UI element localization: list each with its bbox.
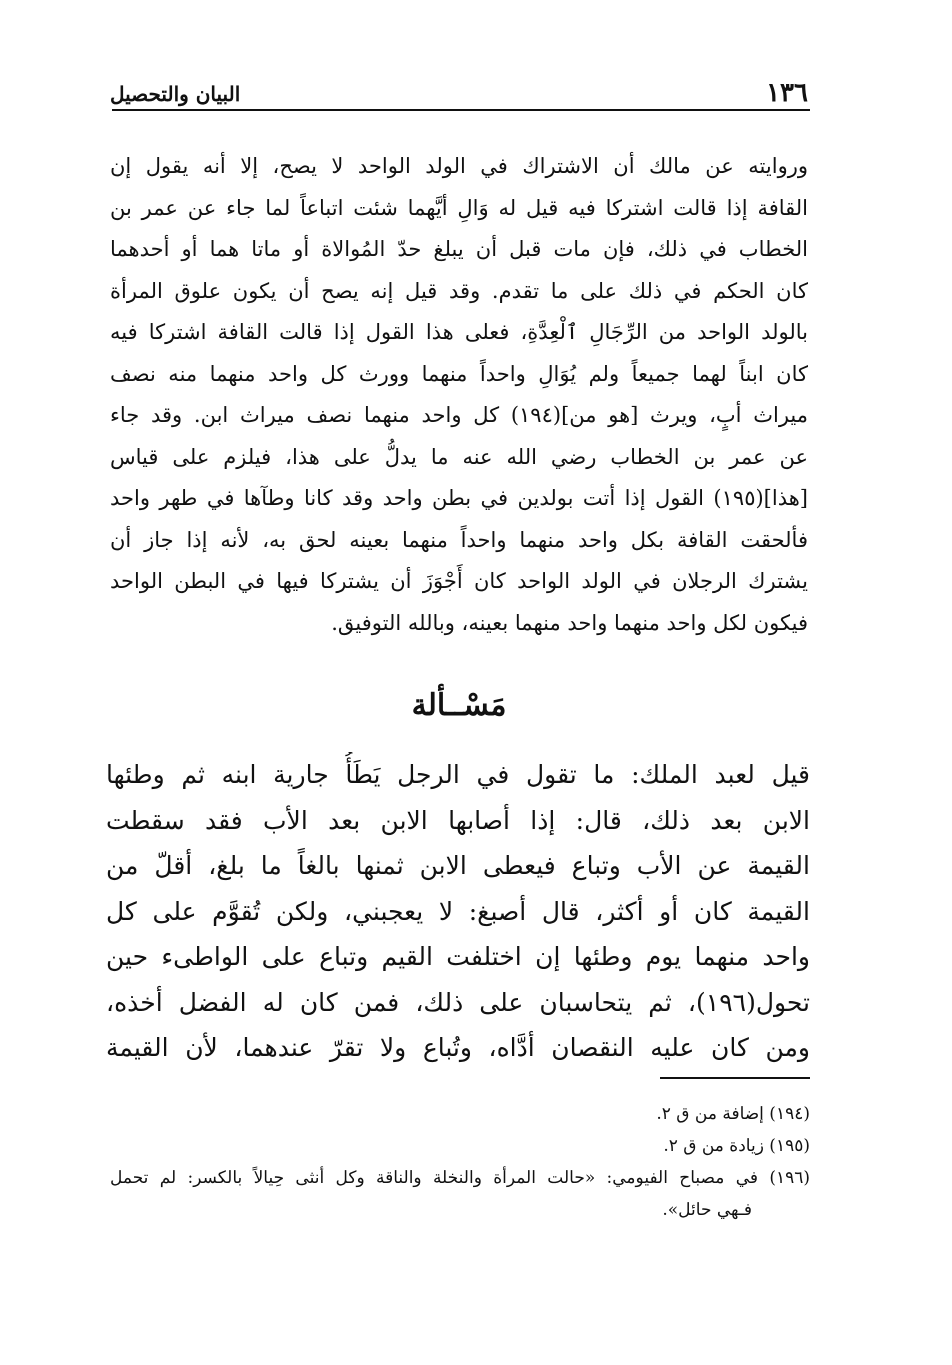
section-line: القيمة كان أو أكثر، قال أصبغ: لا يعجبني، ولكن تُقوَّم على كل (106, 896, 810, 926)
footnote: (١٩٦) في مصباح الفيومي: «حالت المرأة والنخلة والناقة وكل أنثى حِيالاً بالكسر: لم تحمل (110, 1168, 810, 1188)
section-line: تحول(١٩٦)، ثم يتحاسبان على ذلك، فمن كان له الفضل أخذه، (106, 987, 810, 1017)
footnote: (١٩٥) زيادة من ق ٢. (663, 1136, 810, 1156)
text-line: [هذا](١٩٥) القول إذا أتت بولدين في بطن واحد وقد كانا وطآها في طهر واحد (110, 486, 808, 510)
footnote-continuation: فـهي حائل». (662, 1200, 752, 1220)
main-text (110, 146, 808, 644)
section-text (106, 752, 810, 1071)
text-line: كان الحكم في ذلك على ما تقدم. وقد قيل إنه يصح أن يكون علوق المرأة (110, 278, 808, 303)
text-line: وروايته عن مالك أن الاشتراك في الولد الواحد لا يصح، إلا أنه يقول إن (110, 154, 808, 178)
text-line: فألحقت القافة بكل واحد منهما واحداً منهما بعينه لحق به، لأنه إذا جاز أن (110, 527, 808, 552)
text-line: ميراث أبٍ، ويرث [هو من](١٩٤) كل واحد منهما نصف ميراث ابن. وقد جاء (110, 403, 808, 427)
section-line: القيمة عن الأب وتباع فيعطى الابن ثمنها بالغاً ما بلغ، أقلّ من (106, 851, 810, 880)
text-line: يشترك الرجلان في الولد الواحد كان أَجْوَزَ أن يشتركا فيها في البطن الواحد (110, 569, 808, 593)
page-header (110, 72, 808, 108)
text-line: بالولد الواحد من الرِّجَالِ ٱلْعِدَّةِ، فعلى هذا القول إذا قالت القافة اشتركا فيه (110, 320, 808, 344)
section-line: الابن بعد ذلك، قال: إذا أصابها الابن بعد الأب فقد سقطت (106, 805, 810, 835)
running-title: البيان والتحصيل (110, 82, 241, 106)
footnotes (110, 1098, 810, 1226)
section-line: قيل لعبد الملك: ما تقول في الرجل يَطَأُ جارية ابنه ثم وطئها (106, 760, 810, 789)
text-line: القافة إذا قالت اشتركا فيه قيل له وَالِ أيَّهما شئت اتباعاً لما جاء عن عمر بن (110, 195, 808, 220)
text-line: عن عمر بن الخطاب رضي الله عنه ما يدلُّ على هذا، فيلزم على قياس (110, 444, 808, 469)
section-heading: مَسْــألة (411, 688, 507, 723)
section-line: واحد منهما يوم وطئها إن اختلفت القيم وتباع على الواطىء حين (106, 942, 810, 971)
text-line: كان ابناً لهما جميعاً ولم يُوَالِ واحداً منهما وورث كل واحد منهما منه نصف (110, 361, 808, 386)
footnote: (١٩٤) إضافة من ق ٢. (656, 1104, 810, 1124)
page-number: ١٣٦ (766, 78, 808, 108)
text-line: فيكون لكل واحد منهما واحد منهما بعينه، وبالله التوفيق. (331, 610, 808, 635)
section-line: ومن كان عليه النقصان أدَّاه، وتُباع ولا تقرّ عندهما، لأن القيمة (106, 1033, 810, 1062)
text-line: الخطاب في ذلك، فإن مات قبل أن يبلغ حدّ المُوالاة أو ماتا هما أو أحدهما (110, 237, 808, 261)
footnote-divider (660, 1077, 810, 1079)
header-divider (112, 109, 810, 111)
